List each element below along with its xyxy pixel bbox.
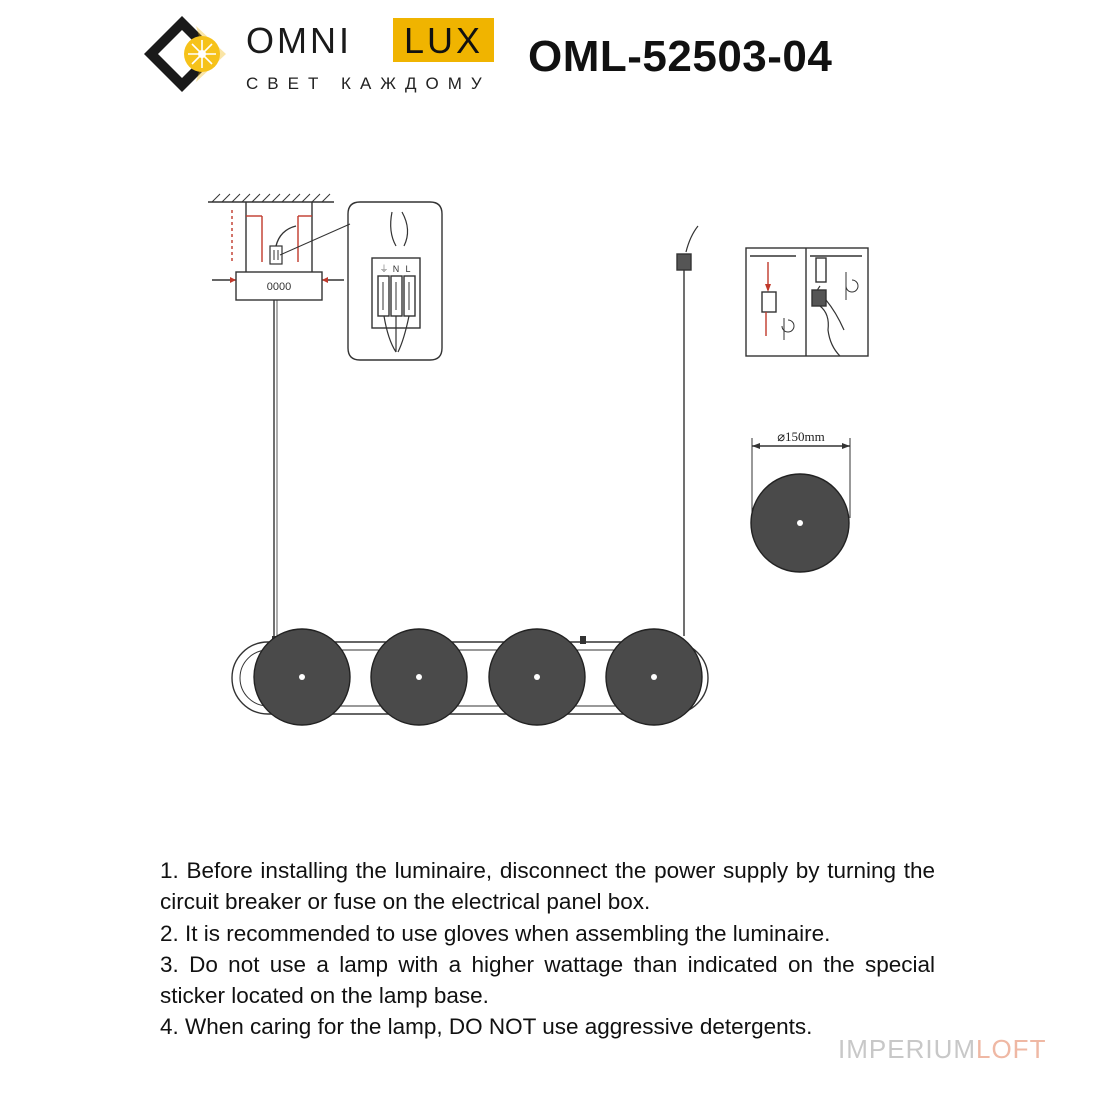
ceiling-bracket	[232, 202, 312, 272]
brand-name-omni: OMNI	[246, 20, 352, 61]
glass-shade	[489, 629, 585, 725]
terminal-label-live: L	[405, 264, 411, 274]
suspension-wires	[272, 226, 698, 644]
luminaire-front-view	[232, 629, 708, 725]
terminal-label-earth: ⏚	[379, 264, 389, 274]
diameter-label: ⌀150mm	[777, 429, 825, 444]
watermark-part2: LOFT	[976, 1034, 1047, 1064]
glass-shade	[606, 629, 702, 725]
safety-instructions	[160, 855, 935, 1043]
bulb-replacement-detail	[746, 248, 868, 356]
glass-shade	[254, 629, 350, 725]
ceiling-hatch-left	[208, 194, 334, 202]
model-number: OML-52503-04	[528, 32, 833, 81]
terminal-label-neutral: N	[392, 264, 400, 274]
instruction-item: 3. Do not use a lamp with a higher wattage than indicated on the special sticker located on the lamp base.	[160, 951, 935, 1009]
watermark-part1: IMPERIUM	[838, 1034, 976, 1064]
instruction-item: 4. When caring for the lamp, DO NOT use aggressive detergents.	[160, 1014, 813, 1040]
watermark	[838, 1034, 1046, 1065]
instruction-item: 2. It is recommended to use gloves when assembling the luminaire.	[160, 920, 831, 946]
brand-name-lux: LUX	[393, 18, 494, 62]
glass-shade	[371, 629, 467, 725]
terminal-block-detail	[348, 202, 442, 360]
shade-dimension-detail	[751, 429, 850, 572]
instruction-item: 1. Before installing the luminaire, disconnect the power supply by turning the circuit breaker or fuse on the electrical panel box.	[160, 858, 935, 915]
canopy-label: 0000	[266, 281, 292, 293]
brand-tagline: СВЕТ КАЖДОМУ	[246, 74, 491, 93]
